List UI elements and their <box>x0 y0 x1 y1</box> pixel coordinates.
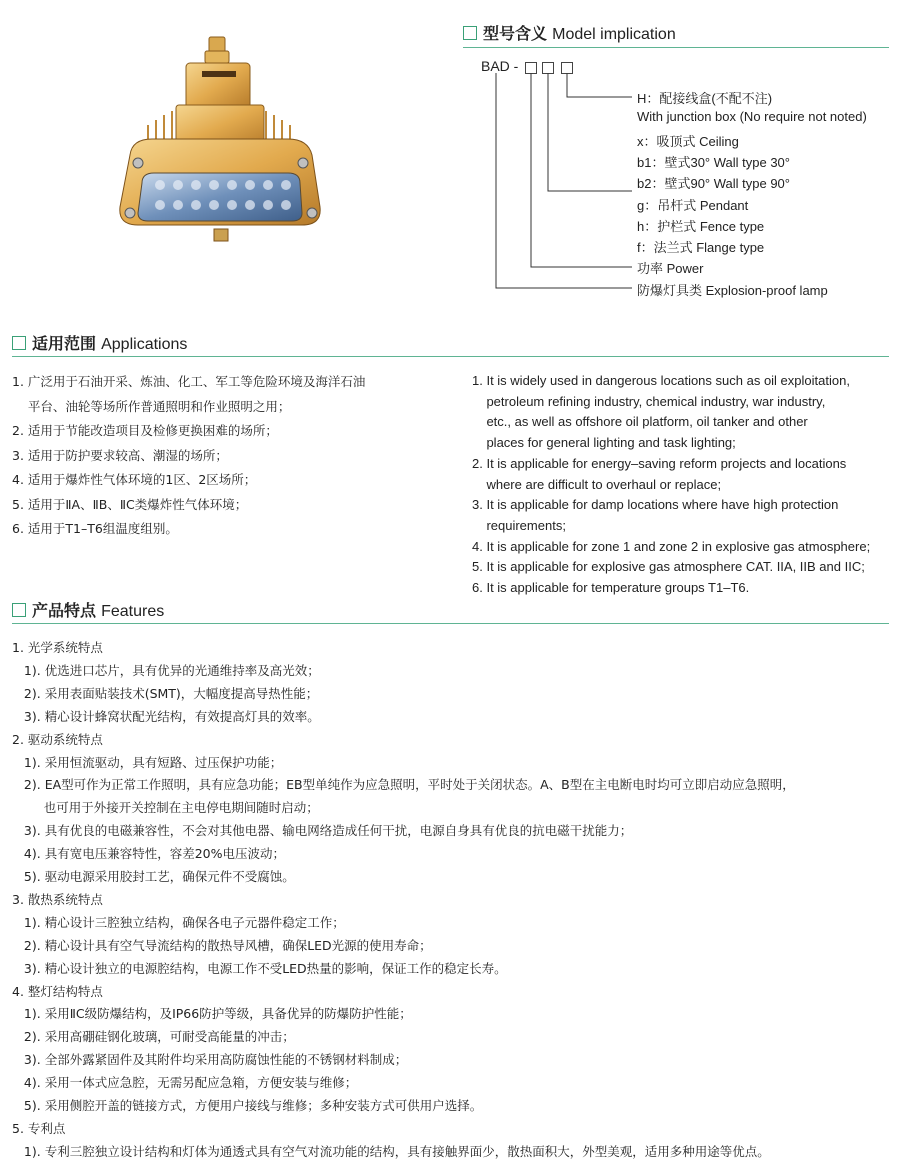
applications-cn-line: 2. 适用于节能改造项目及检修更换困难的场所； <box>12 423 278 438</box>
applications-en-line: petroleum refining industry, chemical industry, war industry, <box>472 393 826 409</box>
features-line: 2. 驱动系统特点 <box>12 731 103 747</box>
model-item-h-en: With junction box (No require not noted) <box>637 109 867 124</box>
checkbox-square-icon <box>12 603 26 617</box>
features-line: 4). 具有宽电压兼容特性，容差20%电压波动； <box>12 846 285 862</box>
applications-en-line: 1. It is widely used in dangerous locations such as oil exploitation, <box>472 373 850 388</box>
lamp-image <box>108 35 333 250</box>
features-line: 1). 专利三腔独立设计结构和灯体为通透式具有空气对流功能的结构，具有接触界面少，散热面积大，外型美观，适用多种用途等优点。 <box>12 1143 770 1159</box>
applications-en-line: places for general lighting and task lighting; <box>472 435 736 451</box>
model-item-b2: b2：壁式90° Wall type 90° <box>637 176 790 191</box>
applications-divider <box>12 356 889 357</box>
model-title-en: Model implication <box>552 26 676 43</box>
applications-en-line: 3. It is applicable for damp locations where have high protection <box>472 497 839 513</box>
checkbox-square-icon <box>12 336 26 350</box>
applications-en-line: 2. It is applicable for energy–saving reform projects and locations <box>472 455 847 471</box>
features-line: 4). 采用一体式应急腔，无需另配应急箱，方便安装与维修； <box>12 1075 358 1091</box>
applications-en-line: etc., as well as offshore oil platform, oil tanker and other <box>472 414 808 430</box>
model-divider <box>463 47 889 48</box>
features-line: 3). 精心设计独立的电源腔结构，电源工作不受LED热量的影响，保证工作的稳定长寿。 <box>12 960 507 976</box>
features-line: 3). 全部外露紧固件及其附件均采用高防腐蚀性能的不锈钢材料制成； <box>12 1052 408 1068</box>
features-line: 1). 优选进口芯片，具有优异的光通维持率及高光效； <box>12 662 320 678</box>
features-line: 2). 精心设计具有空气导流结构的散热导风槽，确保LED光源的使用寿命； <box>12 937 432 953</box>
applications-en-line: where are difficult to overhaul or replace; <box>472 476 722 492</box>
model-item-g: g：吊杆式 Pendant <box>637 198 749 213</box>
features-line: 5). 驱动电源采用胶封工艺，确保元件不受腐蚀。 <box>12 869 295 884</box>
features-line: 1). 采用恒流驱动，具有短路、过压保护功能； <box>12 754 283 770</box>
model-item-f: f：法兰式 Flange type <box>637 240 765 255</box>
applications-title-en: Applications <box>101 336 188 353</box>
applications-section-title <box>12 331 187 354</box>
features-line: 1). 采用ⅡC级防爆结构，及IP66防护等级，具备优异的防爆防护性能； <box>12 1006 412 1022</box>
features-line: 5. 专利点 <box>12 1120 66 1136</box>
features-line: 2). 采用高硼硅钢化玻璃，可耐受高能量的冲击； <box>12 1029 295 1045</box>
applications-en-line: 5. It is applicable for explosive gas atmosphere CAT. IIA, IIB and IIC; <box>472 559 865 575</box>
applications-cn-line: 平台、油轮等场所作普通照明和作业照明之用； <box>12 398 291 414</box>
applications-cn-line: 4. 适用于爆炸性气体环境的1区、2区场所； <box>12 472 257 487</box>
features-divider <box>12 623 889 624</box>
model-item-x: x：吸顶式 Ceiling <box>637 134 739 149</box>
applications-cn-line: 3. 适用于防护要求较高、潮湿的场所； <box>12 447 228 463</box>
applications-cn-line: 1. 广泛用于石油开采、炼油、化工、军工等危险环境及海洋石油 <box>12 374 366 389</box>
features-line: 3). 精心设计蜂窝状配光结构，有效提高灯具的效率。 <box>12 708 320 724</box>
features-line: 3). 具有优良的电磁兼容性，不会对其他电器、输电网络造成任何干扰，电源自身具有优良的抗电磁干扰能力； <box>12 823 633 839</box>
features-section-title <box>12 598 164 621</box>
applications-cn-line: 5. 适用于ⅡA、ⅡB、ⅡC类爆炸性气体环境； <box>12 496 248 512</box>
applications-en-line: 4. It is applicable for zone 1 and zone 2 in explosive gas atmosphere; <box>472 538 871 554</box>
checkbox-square-icon <box>463 26 477 40</box>
features-line: 5). 采用侧腔开盖的链接方式，方便用户接线与维修；多种安装方式可供用户选择。 <box>12 1098 483 1113</box>
model-item-b1: b1：壁式30° Wall type 30° <box>637 155 790 170</box>
features-line: 也可用于外接开关控制在主电停电期间随时启动； <box>12 800 319 816</box>
model-section-title <box>463 21 676 44</box>
applications-en-line: requirements; <box>472 517 566 533</box>
model-item-h: H：配接线盒(不配不注) <box>637 91 773 106</box>
features-line: 1. 光学系统特点 <box>12 640 103 655</box>
features-title-cn: 产品特点 <box>32 601 97 620</box>
model-item-h-fence: h：护栏式 Fence type <box>637 219 765 234</box>
applications-cn-line: 6. 适用于T1–T6组温度组别。 <box>12 521 178 536</box>
model-item-category: 防爆灯具类 Explosion-proof lamp <box>637 283 828 298</box>
features-title-en: Features <box>101 603 165 620</box>
applications-en-line: 6. It is applicable for temperature groups T1–T6. <box>472 580 750 595</box>
features-line: 3. 散热系统特点 <box>12 891 103 907</box>
explosion-proof-lamp-illustration <box>108 35 333 250</box>
model-title-cn: 型号含义 <box>483 24 548 43</box>
model-prefix: BAD - <box>481 58 519 74</box>
features-line: 2). EA型可作为正常工作照明，具有应急功能；EB型单纯作为应急照明，平时处于关闭状态。A、B型在主电断电时均可立即启动应急照明， <box>12 777 795 793</box>
applications-title-cn: 适用范围 <box>32 334 97 353</box>
features-line: 4. 整灯结构特点 <box>12 983 103 999</box>
model-item-power: 功率 Power <box>637 261 704 276</box>
features-line: 1). 精心设计三腔独立结构，确保各电子元器件稳定工作； <box>12 914 345 930</box>
features-line: 2). 采用表面贴装技术(SMT)，大幅度提高导热性能； <box>12 685 319 701</box>
model-connector-lines <box>480 70 640 295</box>
